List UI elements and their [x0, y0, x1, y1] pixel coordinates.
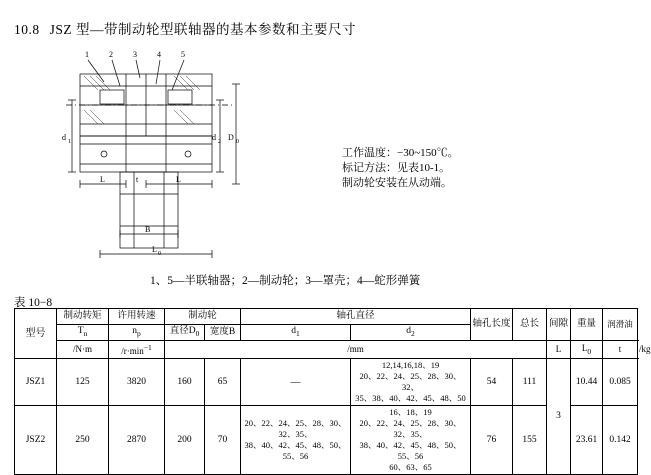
callout-2: 2: [109, 50, 113, 59]
note-line-1: 工作温度：−30~150℃。: [342, 147, 459, 159]
callout-1: 1: [85, 50, 89, 59]
cell-d1: 20、22、24、25、28、30、32、35、 38、40、42、45、48、50、55、56: [241, 406, 351, 475]
cell-bore-length: 54: [471, 359, 513, 406]
cell-total-length: 111: [513, 359, 547, 406]
cell-lubricant: 0.085: [603, 359, 638, 406]
cell-diameter: 160: [165, 359, 205, 406]
unit-mm: /mm: [165, 341, 547, 359]
th-bore-length: 轴孔长度: [471, 309, 513, 341]
dim-D0-sub: 0: [236, 139, 239, 145]
dim-d1-sub: 1: [68, 139, 71, 145]
th-brake-wheel: 制动轮: [165, 309, 241, 325]
dim-L-left: L: [100, 175, 105, 184]
cell-model: JSZ1: [15, 359, 57, 406]
dim-L0: L: [152, 245, 157, 254]
cell-speed: 3820: [109, 359, 165, 406]
unit-gap-sym: t: [603, 341, 638, 359]
callout-5: 5: [181, 50, 185, 59]
cell-lubricant: 0.142: [603, 406, 638, 475]
cell-width: 70: [205, 406, 241, 475]
specification-table: [14, 308, 651, 475]
cell-torque: 125: [57, 359, 109, 406]
cell-weight: 23.61: [571, 406, 603, 475]
dim-d1: d: [62, 133, 66, 142]
th-speed: 许用转速: [109, 309, 165, 325]
callout-3: 3: [133, 50, 137, 59]
th-total-length: 总长: [513, 309, 547, 341]
dim-t: t: [136, 175, 139, 184]
unit-total-len-sym: $L_0$: [571, 341, 603, 359]
cell-speed: 2870: [109, 406, 165, 475]
cell-gap: 3: [547, 359, 571, 475]
dim-L0-sub: 0: [158, 251, 161, 257]
unit-speed: $/r\cdot\min^{-1}$: [109, 341, 165, 359]
th-torque: 制动转矩: [57, 309, 109, 325]
table-header-row-1: [15, 309, 638, 325]
unit-torque: /N·m: [57, 341, 109, 359]
th-speed-symbol: $n_p$: [109, 325, 165, 341]
callout-4: 4: [157, 50, 161, 59]
cell-torque: 250: [57, 406, 109, 475]
cell-diameter: 200: [165, 406, 205, 475]
cell-model: JSZ2: [15, 406, 57, 475]
cell-d2: 16、18、19 20、22、24、25、28、30、32、35、 38、40、42、45、48、50、55、56 60、63、65: [351, 406, 471, 475]
th-gap: 间隙: [547, 309, 571, 341]
th-d1: $d_1$: [241, 325, 351, 341]
dim-B: B: [145, 225, 151, 234]
cell-weight: 10.44: [571, 359, 603, 406]
note-line-2: 标记方法：见表10-1。: [342, 162, 451, 174]
th-model: 型号: [15, 309, 57, 359]
unit-bore-len-sym: L: [547, 341, 571, 359]
page-title: [14, 18, 356, 38]
cell-d1: —: [241, 359, 351, 406]
dim-D0: D: [228, 133, 234, 142]
cell-width: 65: [205, 359, 241, 406]
dim-L-right: L: [176, 175, 181, 184]
table-label: 表 10−8: [14, 297, 53, 309]
table-units-row: /N·m $/r\cdot\min^{-1}$ /mm L $L_0$ t /kg: [15, 341, 638, 359]
technical-drawing: [60, 44, 320, 264]
th-diameter: 直径$D_0$: [165, 325, 205, 341]
figure-caption: 1、5—半联轴器；2—制动轮；3—罩壳；4—蛇形弹簧: [150, 275, 421, 287]
th-bore-diameter: 轴孔直径: [241, 309, 471, 325]
cell-d2: 12,14,16,18、19 20、22、24、25、28、30、32、 35、38、40、42、45、48、50: [351, 359, 471, 406]
coupling-drawing-svg: [60, 44, 320, 264]
th-torque-symbol: $T_n$: [57, 325, 109, 341]
cell-total-length: 155: [513, 406, 547, 475]
th-width: 宽度B: [205, 325, 241, 341]
section-number: 10.8: [14, 22, 40, 37]
th-d2: $d_2$: [351, 325, 471, 341]
table-row: [15, 359, 638, 406]
th-lubricant: 润滑油: [603, 309, 638, 341]
note-line-3: 制动轮安装在从动端。: [342, 177, 452, 189]
notes-block: [342, 146, 459, 191]
table-row: [15, 406, 638, 475]
th-weight: 重量: [571, 309, 603, 341]
dim-d2: d: [212, 133, 216, 142]
dim-d2-sub: 2: [218, 139, 221, 145]
cell-bore-length: 76: [471, 406, 513, 475]
section-heading-text: JSZ 型—带制动轮型联轴器的基本参数和主要尺寸: [49, 22, 357, 37]
